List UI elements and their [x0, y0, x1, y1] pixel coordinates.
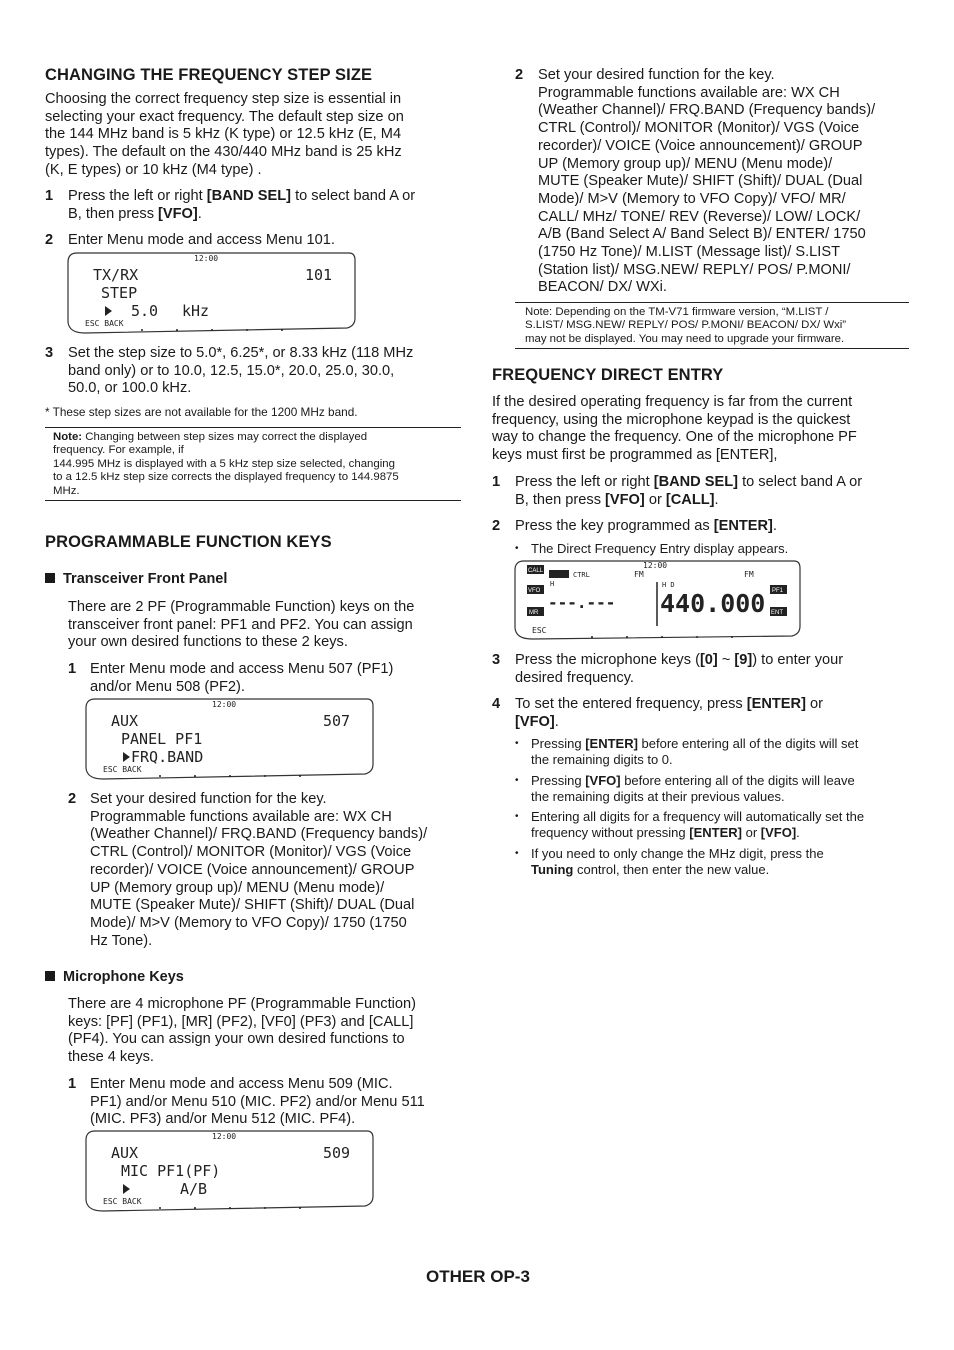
svg-text:MR: MR — [529, 610, 539, 616]
heading-microphone-keys: Microphone Keys — [45, 969, 184, 985]
page-footer: OTHER OP-3 — [426, 1267, 530, 1286]
lcd-display-pf1 — [85, 698, 375, 780]
svg-text:12:00: 12:00 — [643, 561, 668, 570]
svg-text:ENT: ENT — [771, 610, 783, 616]
svg-text:101: 101 — [305, 266, 333, 284]
square-bullet-icon — [45, 573, 55, 583]
svg-text:H D: H D — [662, 581, 675, 589]
para-microphone: There are 4 microphone PF (Programmable Function) keys: [PF] (PF1), [MR] (PF2), [VF0] (PF3) and [CALL] (PF4). You can assign your own desired functions to these 4 keys. — [68, 996, 416, 1066]
para-step-size: Choosing the correct frequency step size is essential in selecting your exact frequency. The default step size on the 144 MHz band is 5 kHz (K type) or 12.5 kHz (E, M4 types). The default on the 430/440 MHz band is 25 kHz (K, E types) or 10 kHz (M4 type) . — [45, 91, 404, 178]
svg-text:A/B: A/B — [180, 1180, 208, 1198]
svg-text:FM: FM — [744, 570, 754, 579]
svg-text:509: 509 — [323, 1144, 351, 1162]
svg-text:FRQ.BAND: FRQ.BAND — [131, 748, 204, 766]
svg-text:12:00: 12:00 — [212, 1132, 237, 1141]
svg-text:AUX: AUX — [111, 1144, 139, 1162]
svg-text:TX/RX: TX/RX — [93, 266, 139, 284]
heading-pf-keys: PROGRAMMABLE FUNCTION KEYS — [45, 533, 332, 551]
svg-text:ESC: ESC — [532, 626, 547, 635]
svg-text:12:00: 12:00 — [212, 700, 237, 709]
note-step: Note: Changing between step sizes may correct the displayed frequency. For example, if 144.995 MHz is displayed with a 5 kHz step size selected, changing to a 12.5 kHz step size corrects the displayed frequency to 144.9875 MHz. — [45, 427, 461, 501]
svg-text:CTRL: CTRL — [573, 571, 590, 579]
svg-text:5.0: 5.0 — [131, 302, 159, 320]
lcd-display-mic-pf1 — [85, 1130, 375, 1212]
lcd-display-direct-entry — [514, 560, 802, 640]
svg-text:FM: FM — [634, 570, 644, 579]
svg-text:---.---: ---.--- — [548, 593, 616, 612]
svg-text:PANEL PF1: PANEL PF1 — [121, 730, 203, 748]
svg-text:STEP: STEP — [101, 284, 138, 302]
svg-text:ESC BACK: ESC BACK — [103, 1197, 142, 1206]
para-front-panel: There are 2 PF (Programmable Function) keys on the transceiver front panel: PF1 and PF2. You can assign your own desired functions to these 2 keys. — [68, 599, 415, 651]
svg-text:kHz: kHz — [182, 302, 210, 320]
lcd-display-step — [67, 252, 357, 334]
lcd-clock: 12:00 — [194, 254, 219, 263]
heading-front-panel: Transceiver Front Panel — [45, 571, 227, 587]
heading-direct-entry: FREQUENCY DIRECT ENTRY — [492, 366, 724, 384]
note-firmware: Note: Depending on the TM-V71 firmware version, “M.LIST / S.LIST/ MSG.NEW/ REPLY/ POS/ P.MONI/ BEACON/ DX/ Wxi” may not be displayed. You may need to upgrade your firmware. — [515, 302, 909, 349]
footnote: * These step sizes are not available for the 1200 MHz band. — [45, 405, 358, 419]
svg-text:CALL: CALL — [528, 568, 544, 574]
heading-step-size: CHANGING THE FREQUENCY STEP SIZE — [45, 66, 373, 84]
svg-text:507: 507 — [323, 712, 351, 730]
svg-text:ESC BACK: ESC BACK — [103, 765, 142, 774]
svg-text:VFO: VFO — [528, 588, 541, 594]
svg-text:MIC PF1(PF): MIC PF1(PF) — [121, 1162, 221, 1180]
para-direct-entry: If the desired operating frequency is far from the current frequency, using the microphone keypad is the quickest way to change the frequency. One of the microphone PF keys must first be programmed as [ENTER], — [492, 394, 857, 464]
svg-text:PF1: PF1 — [772, 588, 784, 594]
svg-text:440.000: 440.000 — [660, 589, 766, 618]
square-bullet-icon — [45, 971, 55, 981]
lcd-esc-back: ESC BACK — [85, 319, 124, 328]
svg-text:H: H — [550, 580, 555, 588]
svg-text:AUX: AUX — [111, 712, 139, 730]
